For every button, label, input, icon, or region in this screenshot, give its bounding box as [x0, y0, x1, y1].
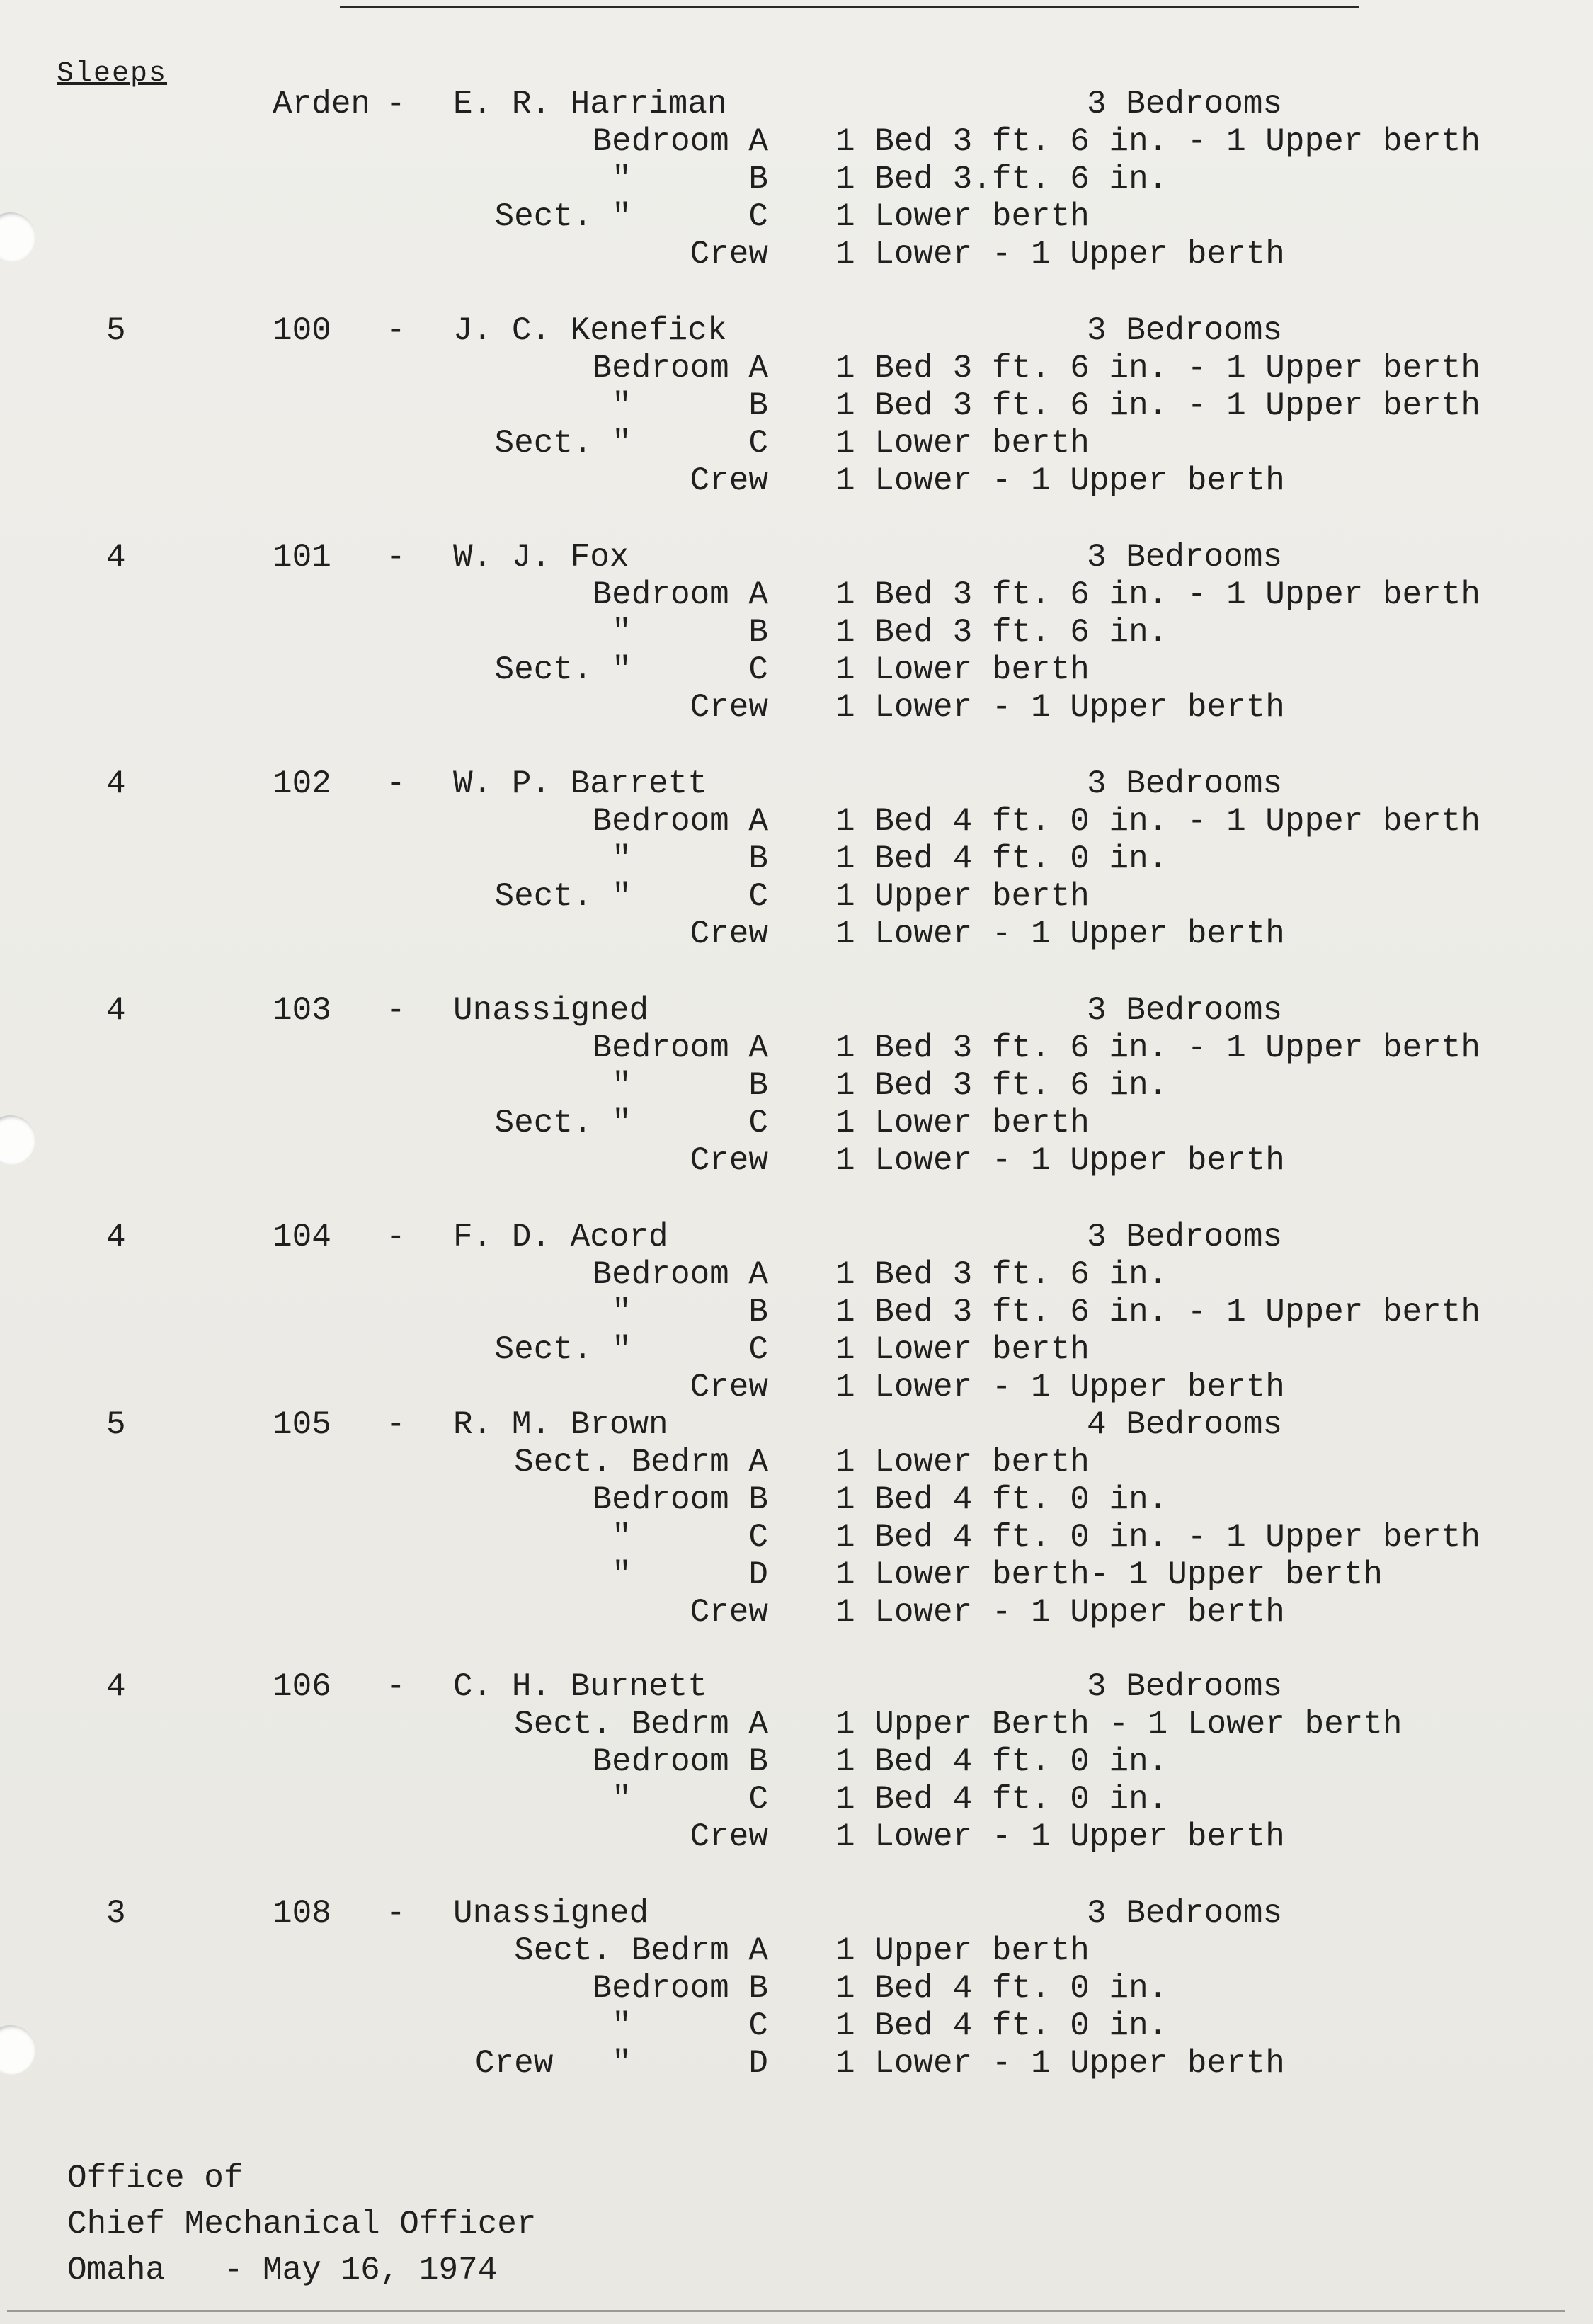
room-label: Crew [690, 1818, 768, 1855]
car-header-row [0, 85, 1593, 123]
car-assignee: Unassigned [453, 1895, 649, 1932]
car-assignee: W. J. Fox [453, 539, 629, 576]
room-label: Bedroom A [592, 576, 768, 613]
room-row [0, 1368, 1593, 1406]
room-row [0, 198, 1593, 236]
car-header-row [0, 1894, 1593, 1932]
room-description: 1 Bed 3 ft. 6 in. - 1 Upper berth [835, 576, 1480, 613]
room-label: Sect. " C [494, 651, 768, 688]
room-label: Bedroom B [592, 1970, 768, 2007]
room-label: Bedroom A [592, 803, 768, 840]
room-description: 1 Upper berth [835, 878, 1090, 915]
room-label: " D [612, 1556, 768, 1593]
room-description: 1 Lower berth- 1 Upper berth [835, 1556, 1383, 1593]
car-bedroom-count: 3 Bedrooms [1087, 1668, 1283, 1705]
car-sleeps-count: 3 [106, 1895, 126, 1932]
room-label: Sect. " C [494, 425, 768, 462]
car-sleeps-count: 4 [106, 539, 126, 576]
car-sleeps-count: 4 [106, 765, 126, 802]
room-description: 1 Bed 3 ft. 6 in. [835, 1256, 1168, 1293]
room-description: 1 Lower - 1 Upper berth [835, 2045, 1285, 2082]
room-row [0, 1029, 1593, 1067]
room-row [0, 1969, 1593, 2007]
car-header-row [0, 312, 1593, 350]
car-dash: - [386, 992, 406, 1029]
room-row [0, 1705, 1593, 1743]
room-label: Crew " D [474, 2045, 768, 2082]
room-label: Bedroom A [592, 1256, 768, 1293]
footer-location-date: Omaha - May 16, 1974 [67, 2252, 498, 2289]
room-label: Sect. " C [494, 1331, 768, 1368]
room-row [0, 576, 1593, 614]
car-assignee: W. P. Barrett [453, 765, 707, 802]
car-header-row [0, 1406, 1593, 1444]
room-row [0, 1255, 1593, 1294]
car-bedroom-count: 3 Bedrooms [1087, 1895, 1283, 1932]
room-row [0, 1593, 1593, 1631]
room-row [0, 2007, 1593, 2045]
car-bedroom-count: 3 Bedrooms [1087, 312, 1283, 349]
room-description: 1 Upper Berth - 1 Lower berth [835, 1706, 1403, 1743]
room-row [0, 877, 1593, 916]
car-header-row [0, 1218, 1593, 1256]
car-number: 108 [273, 1895, 331, 1932]
room-label: " C [612, 1781, 768, 1818]
room-row [0, 1443, 1593, 1481]
room-row [0, 1556, 1593, 1594]
car-dash: - [386, 1219, 406, 1255]
room-description: 1 Lower berth [835, 651, 1090, 688]
room-label: " B [612, 387, 768, 424]
room-description: 1 Bed 4 ft. 0 in. - 1 Upper berth [835, 1519, 1480, 1556]
car-dash: - [386, 765, 406, 802]
room-label: " B [612, 841, 768, 877]
car-assignee: J. C. Kenefick [453, 312, 727, 349]
room-row [0, 424, 1593, 462]
room-row [0, 802, 1593, 841]
room-row [0, 1932, 1593, 1970]
car-number: 106 [273, 1668, 331, 1705]
room-label: Crew [690, 916, 768, 952]
room-description: 1 Lower berth [835, 1444, 1090, 1481]
room-row [0, 651, 1593, 689]
room-description: 1 Lower - 1 Upper berth [835, 1818, 1285, 1855]
car-bedroom-count: 3 Bedrooms [1087, 992, 1283, 1029]
room-label: Bedroom B [592, 1743, 768, 1780]
room-row [0, 462, 1593, 500]
room-row [0, 235, 1593, 273]
footer-title: Chief Mechanical Officer [67, 2206, 537, 2243]
car-dash: - [386, 86, 406, 123]
room-label: Sect. " C [494, 878, 768, 915]
car-dash: - [386, 312, 406, 349]
car-dash: - [386, 1406, 406, 1443]
room-label: " C [612, 1519, 768, 1556]
room-label: " B [612, 1067, 768, 1104]
room-description: 1 Bed 3 ft. 6 in. [835, 614, 1168, 651]
car-number: 101 [273, 539, 331, 576]
room-label: " B [612, 614, 768, 651]
room-row [0, 1818, 1593, 1856]
car-sleeps-count: 4 [106, 1668, 126, 1705]
car-bedroom-count: 3 Bedrooms [1087, 86, 1283, 123]
car-assignee: C. H. Burnett [453, 1668, 707, 1705]
sleeps-column-label: Sleeps [57, 58, 168, 90]
footer-office: Office of [67, 2160, 244, 2197]
room-description: 1 Lower - 1 Upper berth [835, 462, 1285, 499]
car-assignee: E. R. Harriman [453, 86, 727, 123]
room-row [0, 840, 1593, 878]
car-header-row [0, 1668, 1593, 1706]
room-row [0, 1481, 1593, 1519]
room-description: 1 Bed 3 ft. 6 in. - 1 Upper berth [835, 1294, 1480, 1331]
room-description: 1 Bed 3.ft. 6 in. [835, 161, 1168, 198]
room-label: Sect. " C [494, 1105, 768, 1141]
room-description: 1 Upper berth [835, 1932, 1090, 1969]
room-label: Crew [690, 462, 768, 499]
car-header-row [0, 538, 1593, 576]
room-row [0, 160, 1593, 198]
car-bedroom-count: 4 Bedrooms [1087, 1406, 1283, 1443]
room-description: 1 Bed 4 ft. 0 in. - 1 Upper berth [835, 803, 1480, 840]
room-description: 1 Bed 4 ft. 0 in. [835, 1781, 1168, 1818]
room-row [0, 1141, 1593, 1180]
car-assignee: Unassigned [453, 992, 649, 1029]
room-row [0, 349, 1593, 387]
room-label: Crew [690, 236, 768, 273]
room-label: " B [612, 1294, 768, 1331]
room-label: Crew [690, 1142, 768, 1179]
top-rule [340, 6, 1359, 8]
room-row [0, 915, 1593, 953]
room-row [0, 688, 1593, 727]
room-row [0, 1293, 1593, 1331]
room-description: 1 Lower - 1 Upper berth [835, 236, 1285, 273]
car-bedroom-count: 3 Bedrooms [1087, 765, 1283, 802]
room-row [0, 1518, 1593, 1556]
room-row [0, 1066, 1593, 1105]
room-row [0, 1104, 1593, 1142]
room-description: 1 Lower berth [835, 1105, 1090, 1141]
car-number: 104 [273, 1219, 331, 1255]
room-row [0, 613, 1593, 651]
bottom-rule [7, 2310, 1565, 2312]
room-description: 1 Lower berth [835, 1331, 1090, 1368]
room-description: 1 Lower - 1 Upper berth [835, 689, 1285, 726]
room-description: 1 Bed 4 ft. 0 in. [835, 1743, 1168, 1780]
room-description: 1 Bed 3 ft. 6 in. - 1 Upper berth [835, 387, 1480, 424]
car-bedroom-count: 3 Bedrooms [1087, 1219, 1283, 1255]
room-label: Bedroom A [592, 350, 768, 387]
room-row [0, 1780, 1593, 1818]
car-header-row [0, 765, 1593, 803]
room-description: 1 Lower berth [835, 425, 1090, 462]
room-row [0, 1743, 1593, 1781]
room-description: 1 Bed 3 ft. 6 in. [835, 1067, 1168, 1104]
car-number: 103 [273, 992, 331, 1029]
room-description: 1 Bed 4 ft. 0 in. [835, 1970, 1168, 2007]
car-assignee: F. D. Acord [453, 1219, 668, 1255]
room-description: 1 Lower - 1 Upper berth [835, 1142, 1285, 1179]
room-row [0, 1331, 1593, 1369]
car-dash: - [386, 1668, 406, 1705]
room-row [0, 2044, 1593, 2083]
room-description: 1 Lower - 1 Upper berth [835, 916, 1285, 952]
room-label: Crew [690, 689, 768, 726]
room-label: " C [612, 2007, 768, 2044]
room-label: Bedroom B [592, 1481, 768, 1518]
car-sleeps-count: 5 [106, 1406, 126, 1443]
car-bedroom-count: 3 Bedrooms [1087, 539, 1283, 576]
room-label: Crew [690, 1594, 768, 1631]
room-label: Crew [690, 1369, 768, 1406]
room-description: 1 Bed 4 ft. 0 in. [835, 1481, 1168, 1518]
room-label: Sect. " C [494, 198, 768, 235]
room-label: Sect. Bedrm A [514, 1444, 768, 1481]
room-description: 1 Lower - 1 Upper berth [835, 1369, 1285, 1406]
room-description: 1 Lower - 1 Upper berth [835, 1594, 1285, 1631]
room-description: 1 Bed 3 ft. 6 in. - 1 Upper berth [835, 123, 1480, 160]
car-number: 105 [273, 1406, 331, 1443]
room-label: Bedroom A [592, 1030, 768, 1066]
room-label: Sect. Bedrm A [514, 1706, 768, 1743]
car-sleeps-count: 5 [106, 312, 126, 349]
room-label: Bedroom A [592, 123, 768, 160]
car-number: 102 [273, 765, 331, 802]
room-description: 1 Bed 3 ft. 6 in. - 1 Upper berth [835, 1030, 1480, 1066]
room-row [0, 387, 1593, 425]
room-label: Sect. Bedrm A [514, 1932, 768, 1969]
car-dash: - [386, 1895, 406, 1932]
room-description: 1 Bed 4 ft. 0 in. [835, 841, 1168, 877]
room-description: 1 Bed 4 ft. 0 in. [835, 2007, 1168, 2044]
car-sleeps-count: 4 [106, 1219, 126, 1255]
car-header-row [0, 991, 1593, 1030]
room-description: 1 Lower berth [835, 198, 1090, 235]
car-assignee: R. M. Brown [453, 1406, 668, 1443]
car-sleeps-count: 4 [106, 992, 126, 1029]
car-dash: - [386, 539, 406, 576]
room-row [0, 123, 1593, 161]
room-description: 1 Bed 3 ft. 6 in. - 1 Upper berth [835, 350, 1480, 387]
car-number: 100 [273, 312, 331, 349]
car-number: Arden [273, 86, 371, 123]
room-label: " B [612, 161, 768, 198]
